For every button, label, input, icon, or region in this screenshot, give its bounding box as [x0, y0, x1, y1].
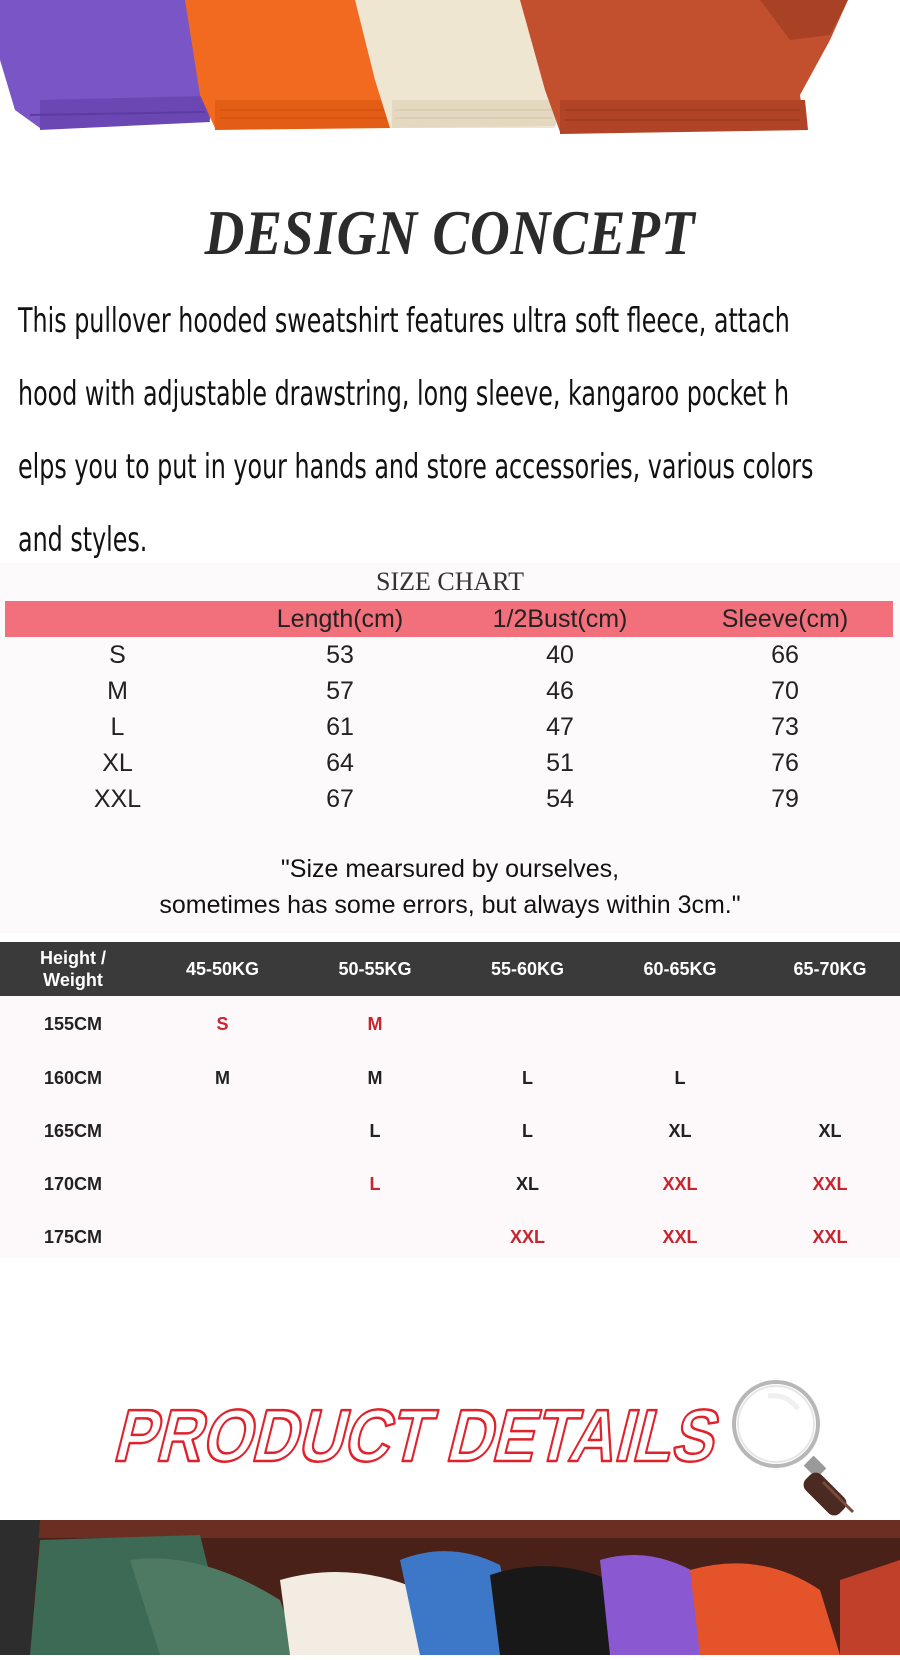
size-cell: XL [668, 1121, 692, 1141]
size-cell: M [215, 1068, 230, 1088]
size-label: S [109, 641, 126, 669]
size-cell: XXL [812, 1174, 848, 1194]
size-cell [160, 1111, 285, 1151]
size-cell [760, 1058, 900, 1098]
product-details-title [100, 1388, 826, 1478]
size-cell: XXL [662, 1227, 698, 1247]
height-row [0, 1004, 900, 1044]
size-chart-header [5, 601, 893, 637]
size-cell: L [674, 1068, 686, 1088]
size-cell [160, 1217, 285, 1257]
size-header-bust: 1/2Bust(cm) [492, 605, 628, 633]
length-value: 61 [326, 713, 354, 741]
description-line: This pullover hooded sweatshirt features ultra soft fleece, attach [18, 301, 790, 341]
size-cell: L [369, 1174, 381, 1194]
magnifier-icon [728, 1374, 878, 1524]
design-concept-description [18, 285, 898, 577]
size-cell [610, 1004, 750, 1044]
height-weight-header [0, 942, 900, 996]
sleeve-value: 66 [771, 641, 799, 669]
size-row [0, 745, 900, 781]
size-cell: XL [818, 1121, 842, 1141]
size-label: XXL [93, 785, 142, 813]
sleeve-value: 70 [771, 677, 799, 705]
height-weight-label [18, 942, 128, 996]
size-header-sleeve: Sleeve(cm) [721, 605, 849, 633]
sleeve-value: 73 [771, 713, 799, 741]
size-row [0, 781, 900, 817]
size-row [0, 673, 900, 709]
weight-column-header: 55-60KG [490, 959, 565, 979]
weight-column-header: 65-70KG [793, 959, 867, 979]
description-line: and styles. [18, 520, 148, 560]
size-cell: XXL [509, 1227, 545, 1247]
hero-image-top [0, 0, 900, 140]
size-row [0, 637, 900, 673]
bust-value: 46 [546, 677, 574, 705]
height-label: 170CM [43, 1174, 103, 1194]
height-row [0, 1058, 900, 1098]
height-label: Height / [40, 948, 106, 968]
design-concept-heading: DESIGN CONCEPT [204, 197, 696, 268]
size-label: M [107, 677, 128, 705]
description-line: hood with adjustable drawstring, long sleeve, kangaroo pocket h [18, 374, 790, 414]
weight-column-header: 50-55KG [338, 959, 412, 979]
weight-column-header: 45-50KG [185, 959, 260, 979]
size-cell: L [522, 1121, 533, 1141]
size-cell: XL [515, 1174, 539, 1194]
bust-value: 40 [546, 641, 574, 669]
bust-value: 54 [546, 785, 574, 813]
size-cell: L [369, 1121, 381, 1141]
bust-value: 51 [546, 749, 574, 777]
product-details-text: PRODUCT DETAILS [107, 1394, 826, 1477]
length-value: 67 [326, 785, 354, 813]
hoodie-photo [0, 0, 900, 140]
height-row [0, 1111, 900, 1151]
size-header-blank [55, 601, 180, 637]
size-note-line-2: sometimes has some errors, but always within 3cm." [159, 891, 741, 919]
size-header-length: Length(cm) [276, 605, 404, 633]
height-label: 165CM [43, 1121, 103, 1141]
sleeve-value: 76 [771, 749, 799, 777]
height-label: 160CM [43, 1068, 103, 1088]
size-cell: XXL [812, 1227, 848, 1247]
height-row [0, 1164, 900, 1204]
hero-image-bottom [0, 1520, 900, 1655]
bust-value: 47 [546, 713, 574, 741]
size-cell: L [522, 1068, 533, 1088]
weight-column-header: 60-65KG [643, 959, 717, 979]
size-cell [310, 1217, 440, 1257]
size-cell: S [216, 1014, 229, 1034]
length-value: 57 [326, 677, 354, 705]
hoodie-rack-photo [0, 1520, 900, 1655]
size-cell: M [367, 1068, 383, 1088]
size-cell [160, 1164, 285, 1204]
size-cell: M [367, 1014, 383, 1034]
description-line: elps you to put in your hands and store accessories, various colors [18, 447, 814, 487]
weight-label: Weight [43, 970, 103, 990]
size-label: L [110, 713, 125, 741]
size-cell: XXL [662, 1174, 698, 1194]
size-label: XL [102, 749, 133, 777]
size-cell [460, 1004, 595, 1044]
size-chart-title: SIZE CHART [376, 567, 524, 596]
length-value: 64 [326, 749, 354, 777]
sleeve-value: 79 [771, 785, 799, 813]
height-label: 155CM [43, 1014, 103, 1034]
height-row [0, 1217, 900, 1257]
size-row [0, 709, 900, 745]
size-note-line-1: "Size mearsured by ourselves, [280, 855, 620, 883]
length-value: 53 [326, 641, 354, 669]
height-label: 175CM [43, 1227, 103, 1247]
size-cell [760, 1004, 900, 1044]
